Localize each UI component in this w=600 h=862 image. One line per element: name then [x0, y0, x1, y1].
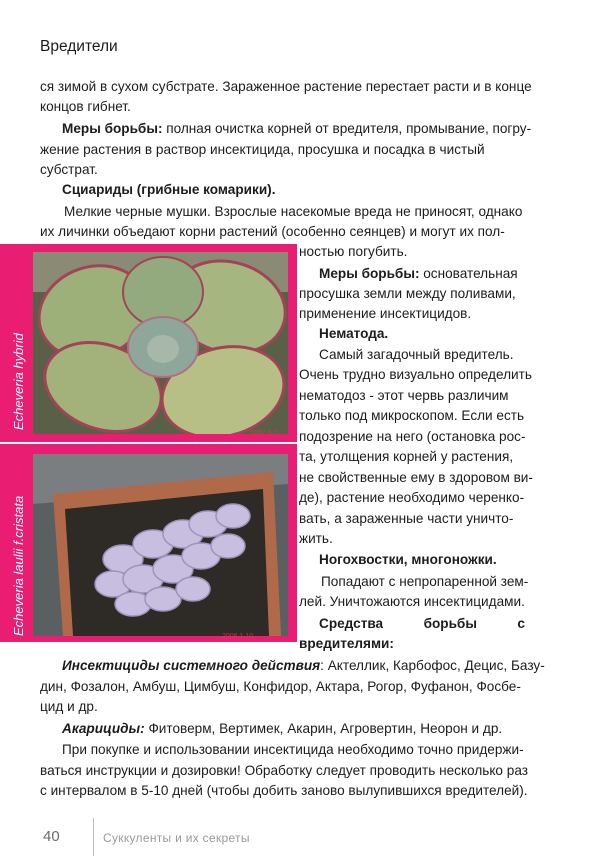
nematode-line: та, утолщения корней у растения, — [299, 449, 514, 464]
sciarids-measures-label: Меры борьбы: — [319, 266, 420, 281]
sciarids-line-3: ностью погубить. — [299, 244, 408, 259]
measures-line-3: субстрат. — [40, 162, 98, 177]
springtails-line-2: лей. Уничтожаются инсектицидами. — [299, 594, 525, 609]
systemic-line-3: цид и др. — [40, 699, 98, 714]
systemic-line-1 — [62, 656, 545, 677]
nematode-line: жить. — [299, 531, 333, 546]
sciarids-measures-text: основательная — [419, 266, 518, 281]
nematode-line: Самый загадочный вредитель. — [319, 347, 514, 362]
photo-date-stamp-1: 2007.3.7 — [250, 430, 278, 437]
acaricides-line — [62, 719, 502, 740]
sciarids-measures-line-3: применение инсектицидов. — [299, 306, 472, 321]
photo-panel-echeveria-laulii — [0, 444, 297, 642]
measures-text: полная очистка корней от вредителя, промывание, погру- — [162, 121, 532, 136]
measures-line-2: жение растения в раствор инсектицида, просушка и посадка в чистый — [40, 142, 485, 157]
nematode-line: подозрение на него (остановка рос- — [299, 429, 526, 444]
photo-panel-echeveria-hybrid — [0, 244, 297, 442]
footer-divider — [93, 818, 94, 856]
systemic-line-2: дин, Фозалон, Амбуш, Цимбуш, Конфидор, Актара, Рогор, Фуфанон, Фосбе- — [40, 679, 521, 694]
nematode-line: де), растение необходимо черенко- — [299, 490, 525, 505]
springtails-heading: Ногохвостки, многоножки. — [319, 552, 497, 567]
advice-line-1: При покупке и использовании инсектицида необходимо точно придержи- — [62, 742, 524, 757]
photo-date-stamp-2: 2006.1.10 — [222, 633, 254, 640]
measures-label: Меры борьбы: — [62, 121, 163, 136]
springtails-line-1: Попадают с непропаренной зем- — [321, 574, 529, 589]
remedies-heading-line-1: Средства борьбы с — [319, 616, 525, 631]
nematode-line: Очень трудно визуально определить — [299, 367, 532, 382]
photo-caption-1: Echeveria hybrid — [11, 333, 26, 430]
photo-caption-2: Echeveria laulii f.cristata — [11, 495, 26, 636]
acaricides-text: Фитоверм, Вертимек, Акарин, Агровертин, Неорон и др. — [144, 721, 503, 736]
nematode-line: не свойственные ему в здоровом ви- — [299, 470, 533, 485]
intro-line-2: концов гибнет. — [40, 99, 131, 114]
sciarids-line-1: Мелкие черные мушки. Взрослые насекомые вреда не приносят, однако — [64, 204, 523, 219]
systemic-text: : Актеллик, Карбофос, Децис, Базу- — [320, 658, 545, 673]
remedies-heading-line-2: вредителями: — [299, 636, 394, 651]
sciarids-heading: Сциариды (грибные комарики). — [62, 182, 276, 197]
intro-line-1: ся зимой в сухом субстрате. Зараженное растение перестает расти и в конце — [40, 79, 532, 94]
nematode-line: нематодоз - этот червь различим — [299, 388, 509, 403]
echeveria-hybrid-photo — [33, 252, 288, 434]
echeveria-laulii-photo — [33, 454, 288, 636]
sciarids-line-2: их личинки объедают корни растений (особенно сеянцев) и могут их пол- — [40, 224, 505, 239]
book-title: Суккуленты и их секреты — [103, 831, 250, 845]
measures-paragraph-1 — [62, 119, 531, 140]
nematode-heading: Нематода. — [319, 326, 389, 341]
nematode-line: вать, а зараженные части уничто- — [299, 511, 514, 526]
section-title: Вредители — [40, 38, 118, 55]
sciarids-measures-line-1 — [319, 264, 518, 285]
advice-line-3: с интервалом в 5-10 дней (чтобы добить заново вылупившихся вредителей). — [40, 783, 528, 798]
systemic-label: Инсектициды системного действия — [62, 658, 321, 673]
page-number: 40 — [43, 828, 60, 845]
sciarids-measures-line-2: просушка земли между поливами, — [299, 286, 516, 301]
acaricides-label: Акарициды: — [62, 721, 145, 736]
nematode-line: только под микроскопом. Если есть — [299, 408, 525, 423]
advice-line-2: ваться инструкции и дозировки! Обработку следует проводить несколько раз — [40, 763, 528, 778]
